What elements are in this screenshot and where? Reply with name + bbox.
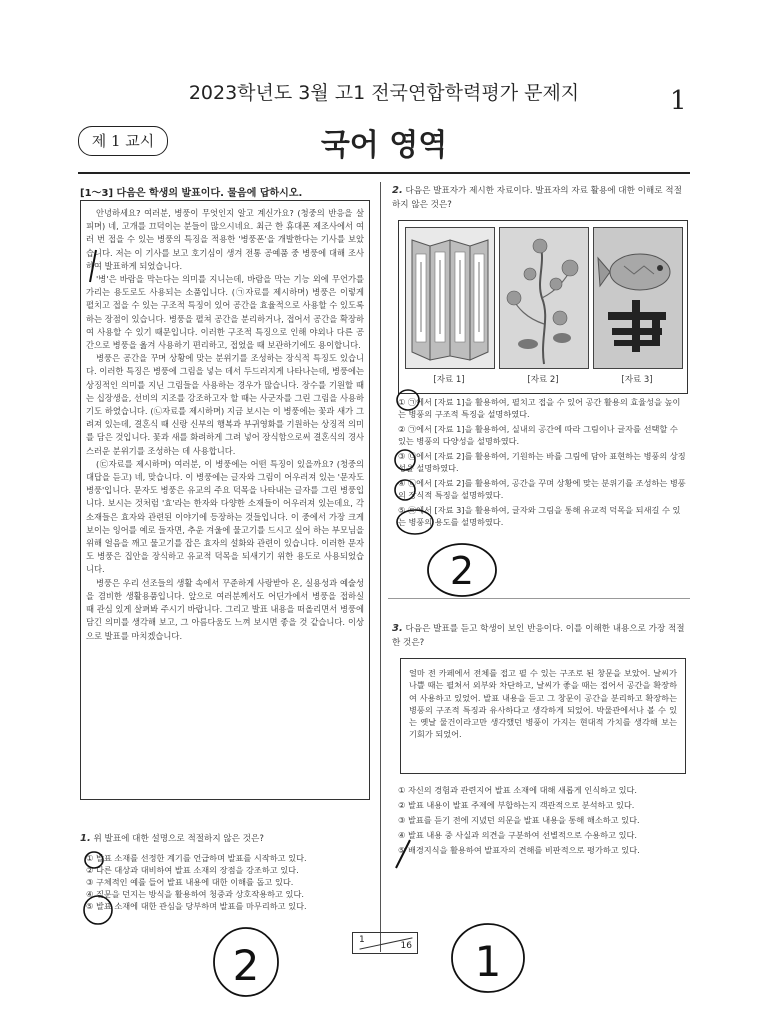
caption-1: [자료 1]	[433, 375, 465, 385]
question-number: 2.	[392, 185, 403, 196]
option-circle	[395, 450, 415, 470]
reaction-box: 얼마 전 카페에서 전체를 접고 펼 수 있는 구조로 된 창문을 보았어. 날씨가 나쁠 때는 펼쳐서 외부와 차단하고, 날씨가 좋을 때는 접어서 공간을 확장하여 사용하고 있었어. 발표 내용을 듣고 그 창문이 공간을 분리하고 확장하는 병풍의 구조적 특징과 유사하다고 생각하게 되었어. 박물관에서나 볼 수 있는 옛날 물건이라고만 생각했던 병풍이 가지는 현대적 가치를 생각해 보는 기회가 되었어.	[400, 658, 686, 774]
option-3[interactable]: ③ 구체적인 예를 들어 발표 내용에 대한 이해를 돕고 있다.	[86, 877, 294, 887]
answer-mark-q1: 2	[232, 941, 260, 990]
option-circle	[395, 480, 415, 500]
option-circle	[397, 390, 419, 410]
option-circle	[85, 852, 103, 868]
option-5[interactable]: ⑤ 발표 소재에 대한 관심을 당부하며 발표를 마무리하고 있다.	[86, 901, 307, 911]
question-number: 1.	[80, 833, 91, 844]
passage-paragraph: (㉢자료를 제시하며) 여러분, 이 병풍에는 어떤 특징이 있을까요? (청중의 대답을 듣고) 네, 맞습니다. 이 병풍에는 글자와 그림이 어우러져 있는 '문자도 병풍'입니다. 문자도 병풍은 유교의 주요 덕목을 나타내는 글자를 그린 병풍입니다. 보시는 것처럼 '효'라는 한자와 다양한 소재들이 어우러져 있는데요, 각 소재들은 효자와 관련된 이야기에 등장하는 것들입니다. 이 중에서 가장 크게 보이는 잉어를 예로 들자면, 추운 겨울에 물고기를 드시고 싶어 하는 부모님을 위해 얼음을 깨고 물고기를 잡은 효자의 설화와 관련이 있습니다. 이러한 문자도 병풍은 집안을 장식하고 유교적 덕목을 되새기기 위한 용도로 사용되었습니다.	[86, 458, 364, 575]
option-3[interactable]: ③ 발표를 듣기 전에 지녔던 의문을 발표 내용을 통해 해소하고 있다.	[398, 815, 640, 825]
margin-stroke	[90, 250, 96, 282]
total-pages: 16	[400, 941, 412, 951]
passage-paragraph: 안녕하세요? 여러분, 병풍이 무엇인지 알고 계신가요? (청중의 반응을 살피며) 네, 고개를 끄덕이는 분들이 많으시네요. 최근 한 휴대폰 제조사에서 여러 번 접을 수 있는 병풍의 특징을 적용한 '병풍폰'을 개발한다는 기사를 보았습니다. 저는 이 기사를 보고 호기심이 생겨 전통 공예품 중 병풍에 대해 조사하여 발표하게 되었습니다.	[86, 208, 364, 271]
option-4[interactable]: ④ 질문을 던지는 방식을 활용하여 청중과 상호작용하고 있다.	[86, 889, 304, 899]
passage-paragraph: 병풍은 우리 선조들의 생활 속에서 꾸준하게 사랑받아 온, 실용성과 예술성을 겸비한 생활용품입니다. 앞으로 여러분께서도 어딘가에서 병풍을 접하실 때 관심 있게 살펴봐 주시기 바랍니다. 그리고 발표 내용을 떠올리면서 병풍에 담긴 의미를 생각해 보고, 그 아름다움도 느껴 보시면 좋을 것 같습니다. 이상으로 발표를 마치겠습니다.	[86, 577, 364, 641]
exam-title: 2023학년도 3월 고1 전국연합학력평가 문제지	[188, 82, 580, 104]
option-circle	[397, 510, 433, 534]
option-5[interactable]: ⑤ ㉢에서 [자료 3]을 활용하여, 글자와 그림을 통해 유교적 덕목을 되새길 수 있는 병풍의 용도를 설명하였다.	[398, 505, 681, 527]
answer-mark-q3: 1	[474, 937, 502, 986]
passage-paragraph: 병풍은 공간을 꾸며 상황에 맞는 분위기를 조성하는 장식적 특징도 있습니다. 이러한 특징은 병풍에 그림을 넣는 데서 두드러지게 나타나는데, 병풍에는 상징적인 의미를 지닌 그림들을 사용하는 경우가 많습니다. 장수를 기원할 때는 십장생을, 선비의 지조를 강조하고자 할 때는 사군자를 그린 그림을 사용하기도 하였습니다. (㉡자료를 제시하며) 지금 보시는 이 병풍에는 꽃과 새가 그려져 있는데, 결혼식 때 신랑 신부의 행복과 부귀영화를 기원하는 상징적 의미를 담은 것입니다. 꽃과 새를 화려하게 그려 넣어 장식함으로써 결혼식의 경사스러운 분위기를 조성하는 데 사용합니다.	[86, 353, 364, 456]
question-stem: 다음은 발표자가 제시한 자료이다. 발표자의 자료 활용에 대한 이해로 적절하지 않은 것은?	[392, 186, 682, 210]
option-1[interactable]: ① ㉠에서 [자료 1]을 활용하여, 펼치고 접을 수 있어 공간 활용의 효율성을 높이는 병풍의 구조적 특징을 설명하였다.	[398, 397, 681, 419]
caption-2: [자료 2]	[527, 375, 559, 385]
option-1[interactable]: ① 발표 소재를 선정한 계기를 언급하며 발표를 시작하고 있다.	[86, 853, 307, 863]
option-1[interactable]: ① 자신의 경험과 관련지어 발표 소재에 대해 새롭게 인식하고 있다.	[398, 785, 638, 795]
caption-3: [자료 3]	[621, 375, 653, 385]
option-2[interactable]: ② 다른 대상과 대비하여 발표 소재의 장점을 강조하고 있다.	[86, 865, 299, 875]
subject-title: 국어 영역	[320, 128, 448, 163]
question-number: 3.	[392, 623, 403, 634]
option-4[interactable]: ④ ㉡에서 [자료 2]를 활용하여, 공간을 꾸며 상황에 맞는 분위기를 조성하는 병풍의 장식적 특징을 설명하였다.	[398, 478, 686, 500]
question-stem: 위 발표에 대한 설명으로 적절하지 않은 것은?	[93, 834, 264, 844]
question-stem: 다음은 발표를 듣고 학생이 보인 반응이다. 이를 이해한 내용으로 가장 적절한 것은?	[392, 624, 685, 648]
option-3[interactable]: ③ ㉡에서 [자료 2]를 활용하여, 기원하는 바를 그림에 담아 표현하는 병풍의 상징성을 설명하였다.	[398, 451, 686, 473]
passage-paragraph: '병'은 바람을 막는다는 의미를 지니는데, 바람을 막는 기능 외에 무언가를 가리는 용도로도 사용되는 소품입니다. (㉠자료를 제시하며) 병풍은 이렇게 펼치고 접을 수 있는 구조적 특징이 있어 공간을 효율적으로 사용할 수 있도록 하는 장점이 있습니다. 병풍을 펼쳐 공간을 분리하거나, 접어서 공간을 확장하여 사용할 수 있기 때문입니다. 이러한 구조적 특징으로 인해 야외나 다른 공간으로 병풍을 옮겨 사용하기 편리하고, 접었을 때 보관하기에도 용이합니다.	[86, 274, 364, 351]
instructions: [1～3] 다음은 학생의 발표이다. 물음에 답하시오.	[80, 188, 303, 199]
answer-mark-q2: 2	[449, 549, 475, 593]
option-2[interactable]: ② 발표 내용이 발표 주제에 부합하는지 객관적으로 분석하고 있다.	[398, 800, 635, 810]
option-circle	[84, 896, 112, 924]
margin-stroke	[396, 840, 410, 868]
option-4[interactable]: ④ 발표 내용 중 사실과 의견을 구분하여 선별적으로 수용하고 있다.	[398, 830, 638, 840]
current-page: 1	[359, 935, 365, 945]
page-number: 1	[670, 86, 687, 116]
option-2[interactable]: ② ㉠에서 [자료 1]을 활용하여, 실내의 공간에 따라 그림이나 글자를 선택할 수 있는 병풍의 다양성을 설명하였다.	[398, 424, 678, 446]
period-badge: 제 1 교시	[78, 126, 168, 156]
option-5[interactable]: ⑤ 배경지식을 활용하여 발표자의 견해를 비판적으로 평가하고 있다.	[398, 845, 640, 855]
